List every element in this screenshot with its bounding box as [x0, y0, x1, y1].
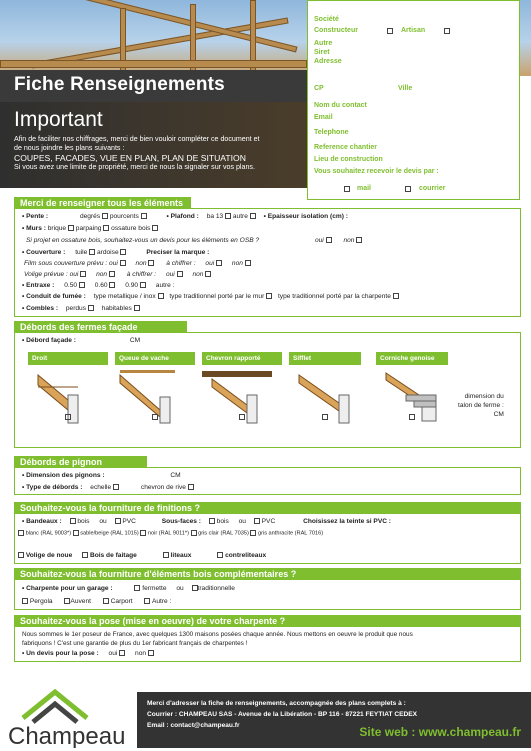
text-cm: CM [170, 472, 181, 479]
text-carport: Carport [110, 598, 133, 605]
text-bois: bois [216, 518, 229, 525]
text-a-chiffrer: à chiffrer : [126, 271, 157, 278]
section-pose-box [14, 627, 521, 662]
text-contreliteaux: contreliteaux [225, 552, 267, 559]
label-telephone: Telephone [314, 129, 349, 136]
label-couverture: • Couverture : [22, 249, 66, 256]
tile-label: Sifflet [289, 352, 361, 365]
label-pente: • Pente : [22, 213, 49, 220]
label-sous-faces: Sous-faces : [161, 518, 201, 525]
text-volige: Volige prévue : [24, 271, 68, 278]
tile-label: Droit [28, 352, 108, 365]
label-mail: mail [357, 185, 372, 192]
text-color-gris-anthracite: gris anthracite (RAL 7016) [257, 530, 324, 537]
label-reference: Reference chantier [314, 144, 378, 151]
important-panel [0, 102, 307, 188]
text-non: non [343, 237, 355, 244]
important-text-3: COUPES, FACADES, VUE EN PLAN, PLAN DE SITUATION [14, 153, 246, 163]
text-oui: oui [108, 650, 118, 657]
important-text-4: Si vous avez une limite de propriété, merci de nous la signaler sur vos plans. [14, 163, 255, 171]
label-email: Email [314, 114, 333, 121]
text-autre: autre : [155, 282, 175, 289]
title-bar [0, 70, 307, 102]
text-traditionnelle: traditionnelle [197, 585, 235, 592]
text-osb-question: Si projet en ossature bois, souhaitez-vous un devis pour les éléments en OSB ? [26, 237, 260, 244]
text-050: 0.50 [64, 282, 78, 289]
text-autre: Autre : [151, 598, 172, 605]
label-dimension-pignons: • Dimension des pignons : [22, 472, 105, 479]
label-societe: Société [314, 16, 339, 23]
label-devis-question: Vous souhaitez recevoir le devis par : [314, 168, 439, 175]
section-pignon-box [14, 468, 521, 495]
important-text-2: de nous joindre les plans suivants : [14, 144, 125, 152]
text-talon-2: talon de ferme : [458, 402, 504, 409]
important-title: Important [14, 108, 103, 131]
label-constructeur: Constructeur [314, 27, 358, 34]
text-bois: bois [77, 518, 90, 525]
logo-brand-text: Champeau [8, 723, 126, 748]
text-conduit-1: type metallique / inox [93, 293, 156, 300]
checkbox-courrier[interactable] [405, 186, 411, 192]
text-perdus: perdus [65, 305, 87, 312]
section-finitions-title: Souhaitez-vous la fourniture de finitions ? [14, 502, 521, 514]
pose-text-1: Nous sommes le 1er poseur de France, avec quelques 1300 maisons posées chaque année. Nous mettons en oeuvre le produit que nous [22, 631, 413, 638]
text-liteaux: liteaux [170, 552, 192, 559]
text-oui: oui [314, 237, 324, 244]
label-cp: CP [314, 85, 324, 92]
footer-bar [137, 692, 531, 748]
section-finitions-box [14, 514, 521, 564]
text-tuile: tuile [75, 249, 88, 256]
label-murs: • Murs : [22, 225, 46, 232]
text-pergola: Pergola [29, 598, 53, 605]
footer-email: Email : contact@champeau.fr [147, 722, 240, 729]
text-talon-1: dimension du [464, 393, 504, 400]
text-degres: degrés [79, 213, 101, 220]
text-ou: ou [176, 585, 184, 592]
checkbox-mail[interactable] [344, 186, 350, 192]
champeau-logo [8, 688, 128, 748]
text-chevron-rive: chevron de rive [140, 484, 186, 491]
text-ossature-bois: ossature bois [111, 225, 151, 232]
text-pvc: PVC [261, 518, 276, 525]
text-non: non [96, 271, 108, 278]
label-devis-pose: • Un devis pour la pose : [22, 650, 99, 657]
tile-label: Queue de vache [115, 352, 195, 365]
label-conduit: • Conduit de fumée : [22, 293, 86, 300]
label-adresse: Adresse [314, 58, 342, 65]
text-oui: oui [165, 271, 175, 278]
text-film: Film sous couverture prévu : [24, 260, 108, 267]
section-pose-title: Souhaitez-vous la pose (mise en oeuvre) de votre charpente ? [14, 615, 521, 627]
section-debords-facade-title: Débords des fermes façade [14, 321, 187, 333]
footer-line-1: Merci d'adresser la fiche de renseignements, accompagnée des plans complets à : [147, 700, 406, 707]
label-bandeaux: • Bandeaux : [22, 518, 62, 525]
contact-form [307, 0, 520, 200]
text-conduit-2: type traditionnel porté par le mur [169, 293, 265, 300]
text-habitables: habitables [101, 305, 132, 312]
label-plafond: • Plafond : [166, 213, 199, 220]
text-ou: ou [99, 518, 107, 525]
label-type-debords: • Type de débords : [22, 484, 83, 491]
text-ardoise: ardoise [96, 249, 119, 256]
label-debord-facade: • Débord façade : [22, 337, 76, 344]
text-non: non [135, 650, 147, 657]
page-title: Fiche Renseignements [14, 74, 225, 95]
text-090: 0.90 [125, 282, 139, 289]
text-oui: oui [109, 260, 118, 267]
section-elements-title: Merci de renseigner tous les éléments [14, 197, 191, 209]
text-060: 0.60 [94, 282, 108, 289]
footer-website-link[interactable]: Site web : www.champeau.fr [359, 725, 521, 739]
text-conduit-3: type traditionnel porté par la charpente [277, 293, 391, 300]
label-charpente-garage: • Charpente pour un garage : [22, 585, 113, 592]
label-epaisseur: • Epaisseur isolation (cm) : [263, 213, 348, 220]
text-non: non [231, 260, 243, 267]
label-preciser-marque: Preciser la marque : [146, 249, 210, 256]
label-lieu: Lieu de construction [314, 156, 383, 163]
text-pvc: PVC [122, 518, 136, 525]
label-courrier: courrier [419, 185, 446, 192]
footer-line-2: Courrier : CHAMPEAU SAS - Avenue de la Libération - BP 116 - 87221 FEYTIAT CEDEX [147, 711, 418, 718]
text-ba13: ba 13 [206, 213, 224, 220]
text-ou: ou [238, 518, 246, 525]
text-fermette: fermette [142, 585, 167, 592]
text-volige-noue: Volige de noue [25, 552, 73, 559]
text-color-sable: sable/beige (RAL 1015) [80, 530, 139, 537]
text-autre: autre [232, 213, 248, 220]
section-bois-title: Souhaitez-vous la fourniture d'éléments bois complémentaires ? [14, 568, 521, 580]
text-oui: oui [205, 260, 215, 267]
checkbox-constructeur[interactable] [387, 28, 393, 34]
label-entraxe: • Entraxe : [22, 282, 55, 289]
pose-text-2: fabriquons ! C'est une garantie de plus du 1er fabricant français de charpentes ! [22, 640, 248, 647]
section-bois-box [14, 580, 521, 610]
text-talon-cm: CM [493, 411, 504, 418]
text-auvent: Auvent [70, 598, 91, 605]
tile-label: Chevron rapporté [202, 352, 282, 365]
text-non: non [192, 271, 204, 278]
label-siret: Siret [314, 49, 330, 56]
text-parpaing: parpaing [75, 225, 102, 232]
text-non: non [135, 260, 147, 267]
text-oui: oui [69, 271, 79, 278]
label-nom-contact: Nom du contact [314, 102, 367, 109]
label-artisan: Artisan [401, 27, 426, 34]
label-combles: • Combles : [22, 305, 59, 312]
checkbox-artisan[interactable] [444, 28, 450, 34]
tile-label: Corniche genoise [376, 352, 448, 365]
text-echelle: echelle [90, 484, 112, 491]
text-color-noir: noir (RAL 9011*) [147, 530, 189, 537]
text-pourcents: pourcents [109, 213, 139, 220]
label-autre: Autre [314, 40, 333, 47]
section-pignon-title: Débords de pignon [14, 456, 147, 468]
label-ville: Ville [398, 85, 413, 92]
text-brique: brique [47, 225, 67, 232]
text-bois-faitage: Bois de faitage [89, 552, 137, 559]
text-color-blanc: blanc (RAL 9003*) [25, 530, 72, 537]
label-teinte: Choisissez la teinte si PVC : [303, 518, 392, 525]
text-a-chiffrer: à chiffrer : [166, 260, 196, 267]
text-cm: CM [129, 337, 141, 344]
text-color-gris-clair: gris clair (RAL 7035) [198, 530, 249, 537]
section-debords-facade-box [14, 333, 521, 448]
important-text-1: Afin de faciliter nos chiffrages, merci de bien vouloir compléter ce document et [14, 135, 260, 143]
section-elements-box [14, 209, 521, 317]
